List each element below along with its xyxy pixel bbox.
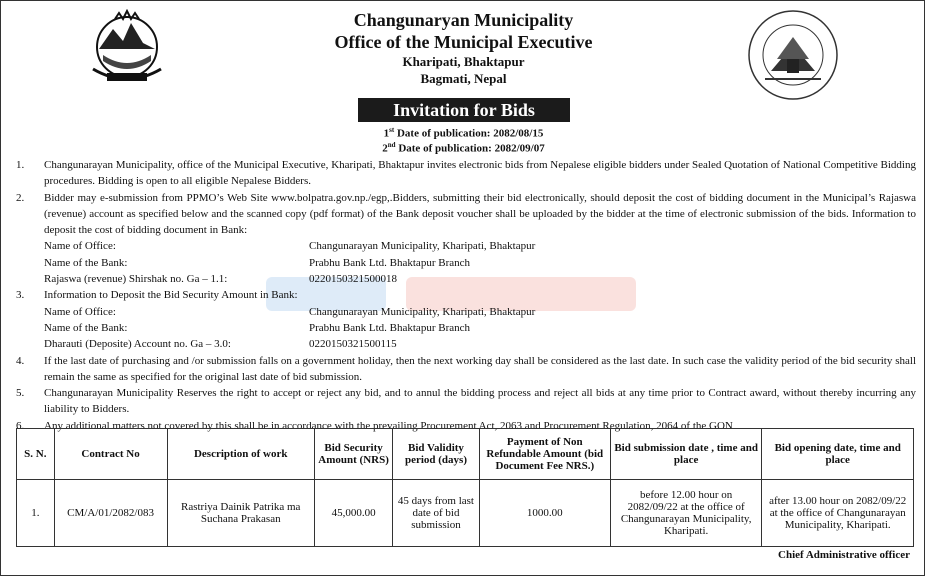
second-publication-date: 2nd Date of publication: 2082/09/07 xyxy=(382,141,545,155)
clause-4: 4. If the last date of purchasing and /or submission falls on a government holiday, then the next working day shall be considered as the last date. In such case the validity period of the bid security shall remain the same as specified for the original last date of bid submission. xyxy=(16,354,916,383)
signature-title: Chief Administrative officer xyxy=(778,549,910,561)
kv-row: Rajaswa (revenue) Shirshak no. Ga – 1.1: 0220150321500018 xyxy=(44,273,397,286)
table-header-row xyxy=(17,429,914,480)
notice-title-banner: Invitation for Bids xyxy=(358,98,570,122)
cell-payment: 1000.00 xyxy=(479,480,610,547)
col-bid-validity: Bid Validity period (days) xyxy=(393,429,479,480)
cell-contract-no: CM/A/01/2082/083 xyxy=(54,480,167,547)
bid-table xyxy=(16,428,914,547)
first-publication-date: 1st Date of publication: 2082/08/15 xyxy=(383,126,544,140)
clause-3: 3. Information to Deposit the Bid Security Amount in Bank: Name of Office: Changunarayan Municipality, Kharipati, Bhaktapur Name of the Bank: Prabhu Bank Ltd. Bhaktapur Branch Dharauti (Deposite) Account no. Ga – 3.0: 0220150321500115 xyxy=(16,287,916,352)
col-submission: Bid submission date , time and place xyxy=(610,429,762,480)
kv-row: Name of Office: Changunarayan Municipality, Kharipati, Bhaktapur xyxy=(44,305,536,318)
table-row xyxy=(17,480,914,547)
kv-row: Name of Office: Changunarayan Municipality, Kharipati, Bhaktapur xyxy=(44,240,536,253)
address-line-2: Bagmati, Nepal xyxy=(420,71,507,86)
clause-1: 1. Changunarayan Municipality, office of the Municipal Executive, Kharipati, Bhaktapur invites electronic bids from Nepalese eligible bidders under Sealed Quotation of National Competitive Bidding procedures. Bidding is open to all eligible Nepalese Bidders. xyxy=(16,159,916,188)
office-name: Office of the Municipal Executive xyxy=(334,32,593,52)
clause-5: 5. Changunarayan Municipality Reserves the right to accept or reject any bid, and to annul the bidding process and reject all bids at any time prior to Contract award, without thereby incurring any liability to Bidders. xyxy=(16,387,916,416)
col-contract-no: Contract No xyxy=(54,429,167,480)
letterhead xyxy=(1,9,925,87)
org-name: Changunaryan Municipality xyxy=(353,10,574,30)
col-payment: Payment of Non Refundable Amount (bid Document Fee NRS.) xyxy=(479,429,610,480)
clause-6: 6. Any additional matters not covered by this shall be in accordance with the prevailing Procurement Act, 2063 and Procurement Regulation, 2064 of the GON xyxy=(16,419,733,432)
cell-description: Rastriya Dainik Patrika ma Suchana Prakasan xyxy=(167,480,314,547)
kv-row: Dharauti (Deposite) Account no. Ga – 3.0: 0220150321500115 xyxy=(44,338,397,351)
col-description: Description of work xyxy=(167,429,314,480)
notice-body xyxy=(16,157,916,434)
clause-2: 2. Bidder may e-submission from PPMO’s Web Site www.bolpatra.gov.np./egp,.Bidders, submitting their bid electronically, should deposit the cost of bidding document in the Municipal’s Rajaswa (revenue) account as specified below and the scanned copy (pdf format) of the Bank deposit voucher shall be uploaded by the bidder at the time of electronic submission of the bids. Information to deposit the cost of bidding document in Bank: Name of Office: Changunarayan Municipality, Kharipati, Bhaktapur Name of the Bank: Prabhu Bank Ltd. Bhaktapur Branch Rajaswa (revenue) Shirshak no. Ga – 1.1: 0220150321500018 xyxy=(16,190,916,288)
cell-bid-security: 45,000.00 xyxy=(314,480,392,547)
kv-row: Name of the Bank: Prabhu Bank Ltd. Bhaktapur Branch xyxy=(44,321,470,334)
cell-sn: 1. xyxy=(17,480,55,547)
address-line-1: Kharipati, Bhaktapur xyxy=(402,54,525,69)
cell-opening: after 13.00 hour on 2082/09/22 at the office of Changunarayan Municipality, Kharipati. xyxy=(762,480,914,547)
kv-row: Name of the Bank: Prabhu Bank Ltd. Bhaktapur Branch xyxy=(44,256,470,269)
col-bid-security: Bid Security Amount (NRS) xyxy=(314,429,392,480)
col-sn: S. N. xyxy=(17,429,55,480)
cell-bid-validity: 45 days from last date of bid submission xyxy=(393,480,479,547)
cell-submission: before 12.00 hour on 2082/09/22 at the office of Changunarayan Municipality, Kharipati. xyxy=(610,480,762,547)
col-opening: Bid opening date, time and place xyxy=(762,429,914,480)
